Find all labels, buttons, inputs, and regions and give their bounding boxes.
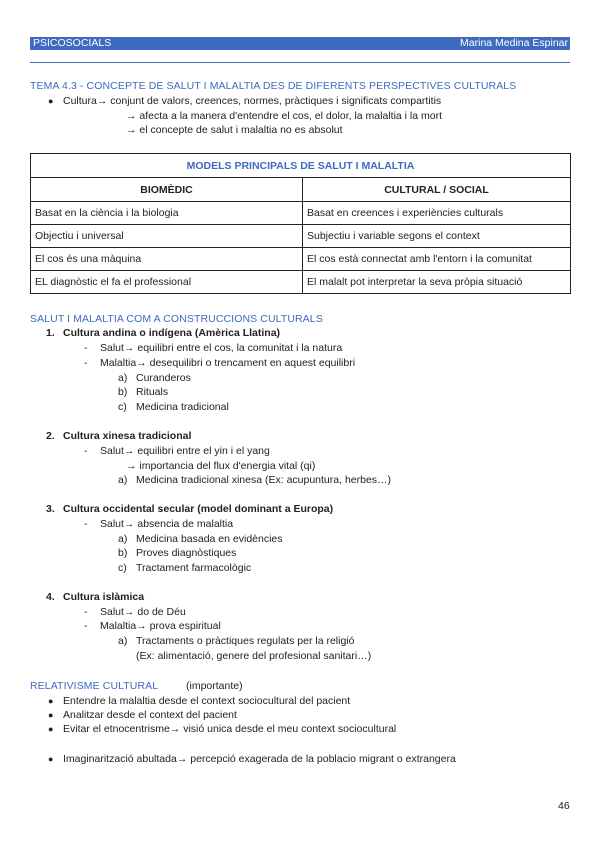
dash: - [84, 357, 88, 369]
list-item: Tractament farmacològic [136, 562, 252, 574]
section-2-arrow: → importancia del flux d'energia vital (qi) [126, 460, 316, 472]
table-cell: Basat en la ciència i la biologia [31, 202, 303, 225]
section-4-number: 4. [46, 591, 55, 603]
list-item: Medicina tradicional xinesa (Ex: acupuntura, herbes…) [136, 474, 392, 486]
table-cell: El cos està connectat amb l'entorn i la comunitat [303, 248, 571, 271]
header-subject: PSICOSOCIALS [33, 37, 112, 49]
section-2-title: Cultura xinesa tradicional [63, 430, 192, 442]
bullet-icon: ● [48, 754, 54, 764]
list-letter: b) [118, 547, 128, 559]
list-item-continuation: (Ex: alimentació, genere del profesional sanitari…) [136, 650, 372, 662]
table-row [31, 248, 571, 271]
list-item: Medicina basada en evidències [136, 533, 283, 545]
list-letter: a) [118, 372, 128, 384]
section-3-title: Cultura occidental secular (model dominant a Europa) [63, 503, 334, 515]
section-1-malaltia: Malaltia→ desequilibri o trencament en aquest equilibri [100, 357, 356, 369]
table-row [31, 225, 571, 248]
relativism-bullet: Evitar el etnocentrisme→ visió unica desde el meu context sociocultural [63, 723, 397, 735]
page-number: 46 [558, 800, 570, 812]
relativism-title: RELATIVISME CULTURAL [30, 680, 159, 692]
table-row [31, 202, 571, 225]
list-item: Proves diagnòstiques [136, 547, 237, 559]
culture-effect-1: → afecta a la manera d'entendre el cos, el dolor, la malaltia i la mort [126, 110, 442, 122]
section-1-title: Cultura andina o indígena (Amèrica Llatina) [63, 327, 281, 339]
section-3-number: 3. [46, 503, 55, 515]
dash: - [84, 620, 88, 632]
models-table [30, 153, 571, 294]
section-1-number: 1. [46, 327, 55, 339]
bullet-icon: ● [48, 724, 54, 734]
column-header-biomedic: BIOMÈDIC [31, 178, 303, 202]
page-header [30, 37, 570, 50]
bullet-icon: ● [48, 710, 54, 720]
header-author: Marina Medina Espinar [460, 37, 568, 49]
list-letter: b) [118, 386, 128, 398]
section-4-salut: Salut→ do de Déu [100, 606, 186, 618]
table-row [31, 271, 571, 294]
culture-effect-2: → el concepte de salut i malaltia no es absolut [126, 124, 343, 136]
list-letter: a) [118, 474, 128, 486]
topic-title: TEMA 4.3 - CONCEPTE DE SALUT I MALALTIA DES DE DIFERENTS PERSPECTIVES CULTURALS [30, 80, 517, 92]
section-1-salut: Salut→ equilibri entre el cos, la comunitat i la natura [100, 342, 343, 354]
list-letter: c) [118, 562, 127, 574]
table-cell: Basat en creences i experiències culturals [303, 202, 571, 225]
dash: - [84, 606, 88, 618]
section-4-malaltia: Malaltia→ prova espiritual [100, 620, 221, 632]
section-3-salut: Salut→ absencia de malaltia [100, 518, 234, 530]
list-item: Tractaments o pràctiques regulats per la religió [136, 635, 355, 647]
table-cell: El malalt pot interpretar la seva pròpia situació [303, 271, 571, 294]
header-divider [30, 62, 570, 63]
list-item: Medicina tradicional [136, 401, 229, 413]
column-header-cultural: CULTURAL / SOCIAL [303, 178, 571, 202]
constructions-title: SALUT I MALALTIA COM A CONSTRUCCIONS CULTURALS [30, 313, 323, 325]
table-cell: El cos és una màquina [31, 248, 303, 271]
table-cell: Objectiu i universal [31, 225, 303, 248]
list-letter: c) [118, 401, 127, 413]
list-letter: a) [118, 635, 128, 647]
relativism-note: (importante) [186, 680, 243, 692]
section-4-title: Cultura islàmica [63, 591, 145, 603]
bullet-icon: ● [48, 696, 54, 706]
imaginarization-bullet: Imaginarització abultada→ percepció exagerada de la poblacio migrant o extrangera [63, 753, 456, 765]
dash: - [84, 342, 88, 354]
list-letter: a) [118, 533, 128, 545]
culture-definition: Cultura→ conjunt de valors, creences, normes, pràctiques i significats compartitis [63, 95, 442, 107]
table-cell: Subjectiu i variable segons el context [303, 225, 571, 248]
bullet-icon: ● [48, 96, 54, 106]
section-2-salut: Salut→ equilibri entre el yin i el yang [100, 445, 270, 457]
dash: - [84, 518, 88, 530]
dash: - [84, 445, 88, 457]
relativism-bullet: Analitzar desde el context del pacient [63, 709, 237, 721]
relativism-bullet: Entendre la malaltia desde el context sociocultural del pacient [63, 695, 351, 707]
table-title: MODELS PRINCIPALS DE SALUT I MALALTIA [31, 154, 571, 178]
table-cell: EL diagnòstic el fa el professional [31, 271, 303, 294]
list-item: Curanderos [136, 372, 191, 384]
section-2-number: 2. [46, 430, 55, 442]
list-item: Rituals [136, 386, 169, 398]
